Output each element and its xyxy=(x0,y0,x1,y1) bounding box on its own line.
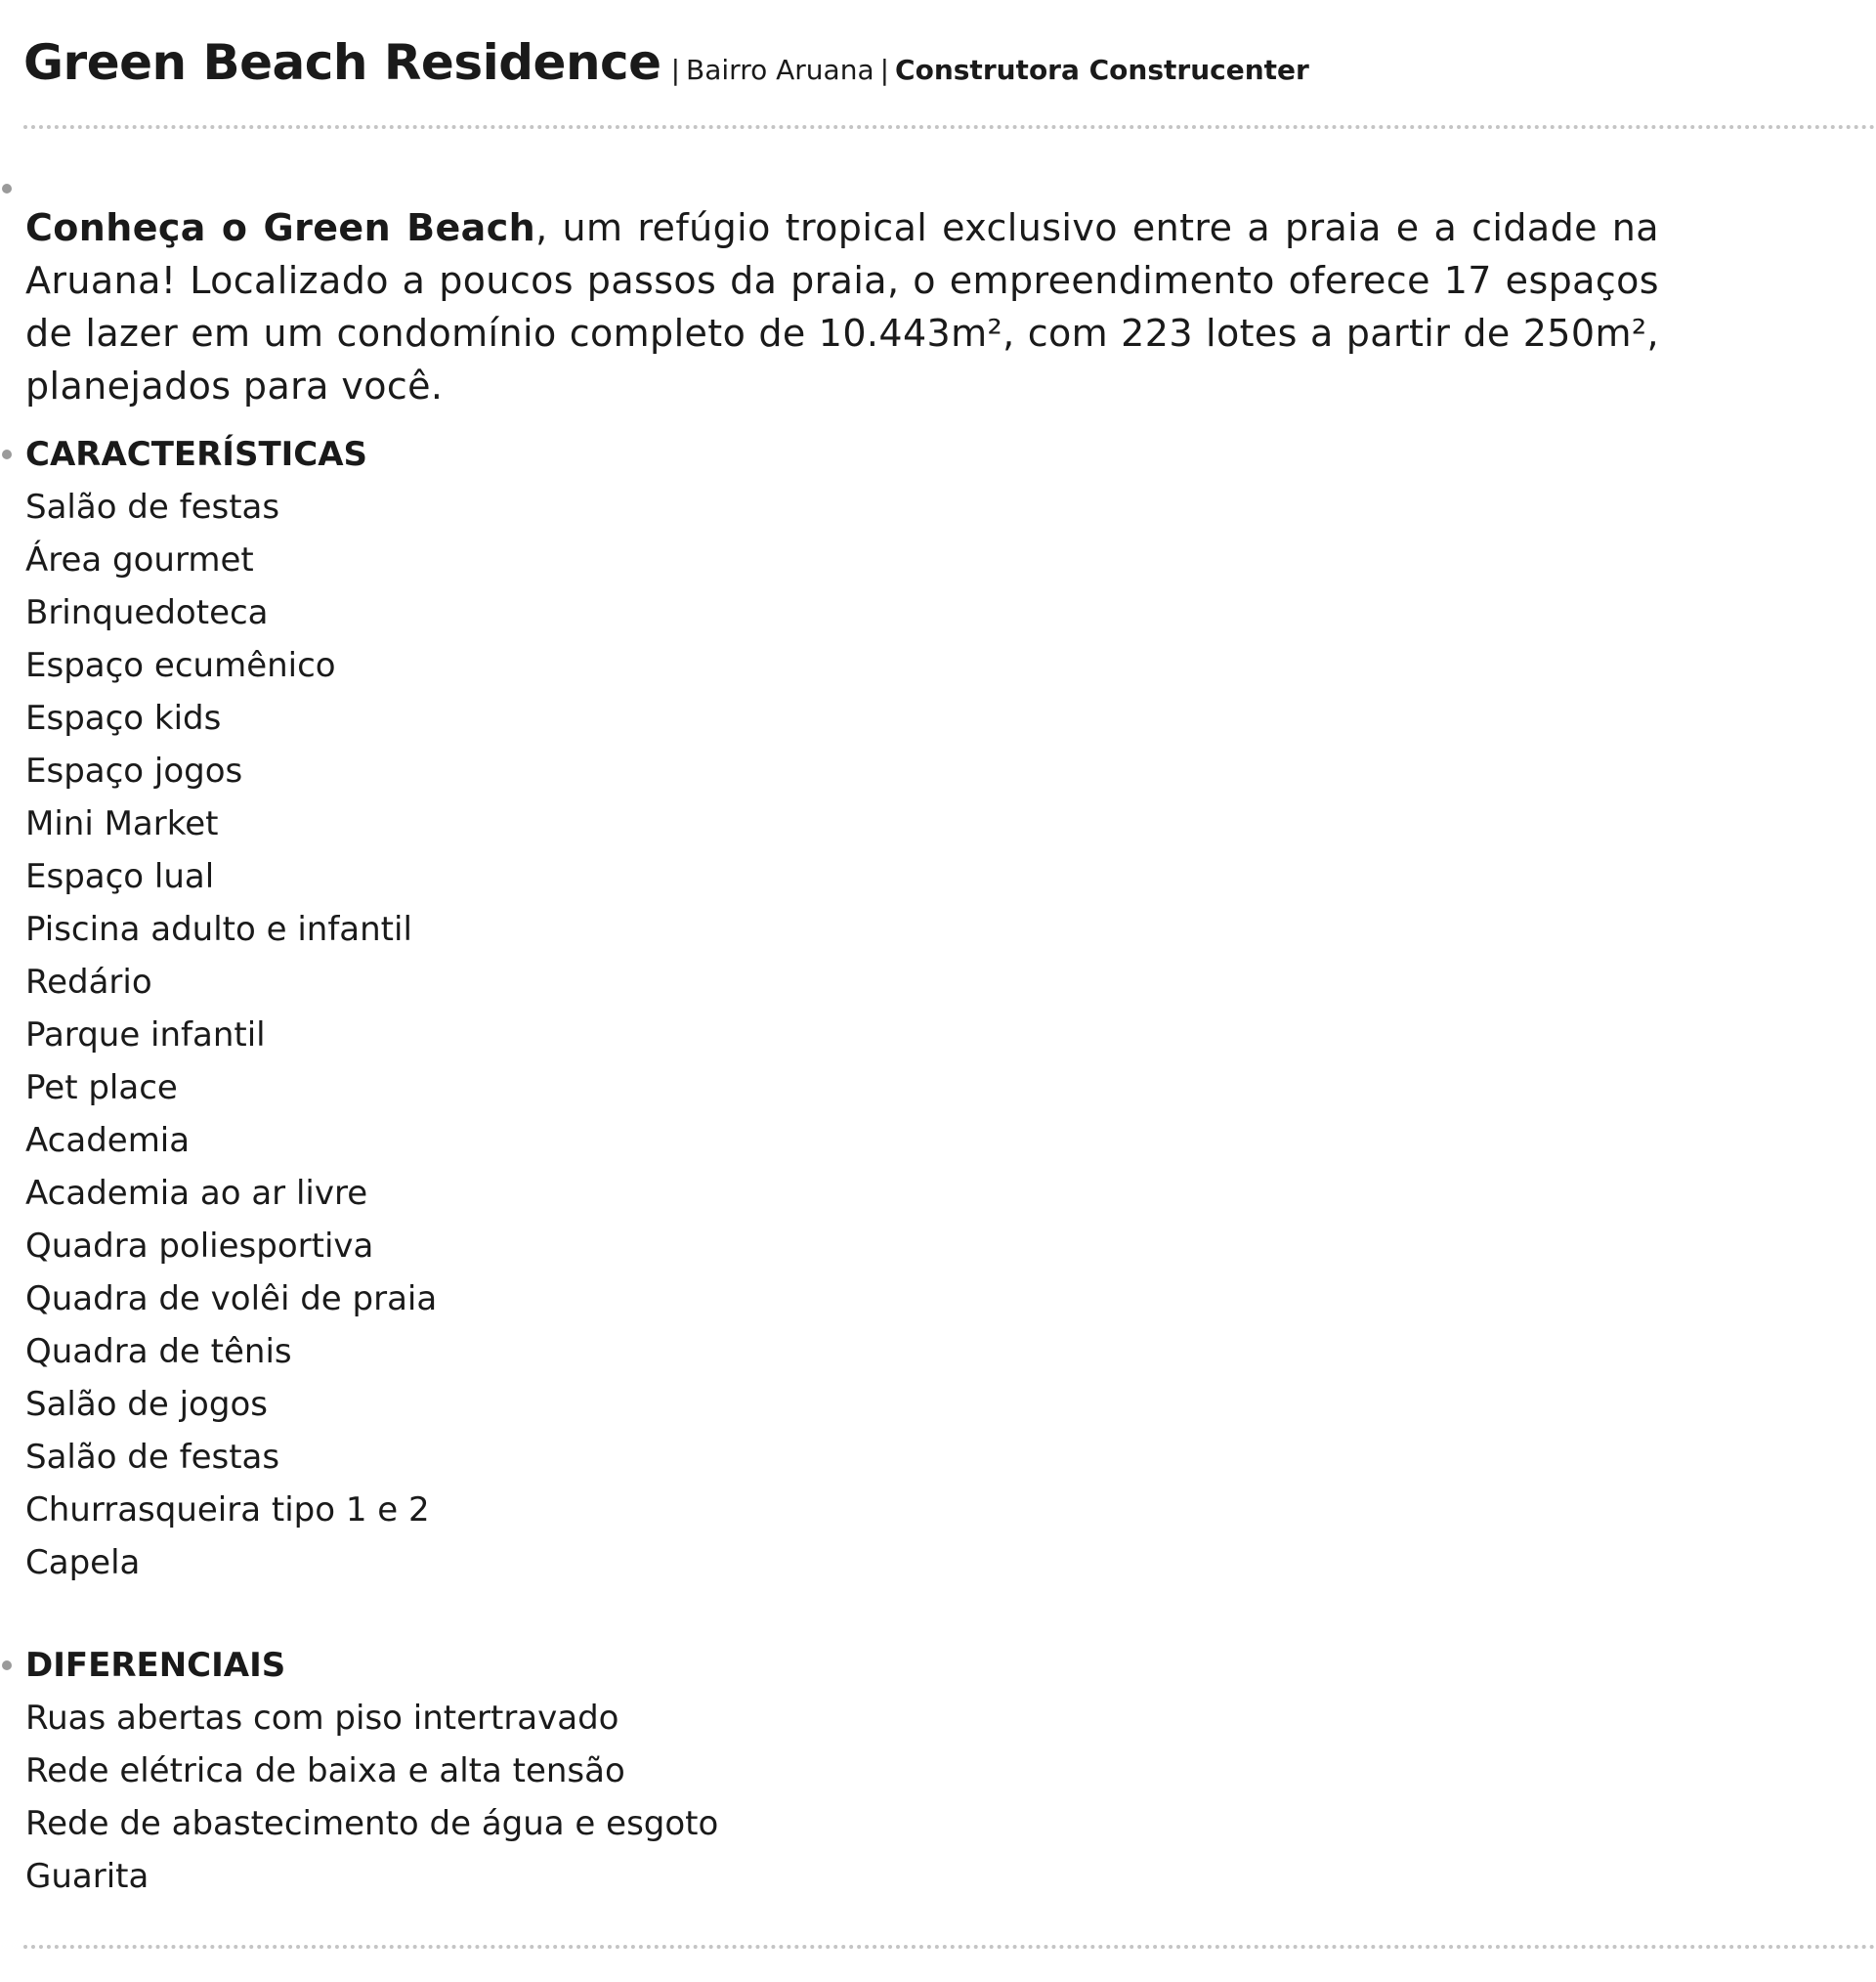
list-item: Guarita xyxy=(25,1857,149,1896)
list-item: Salão de festas xyxy=(25,1438,280,1477)
bullet-icon xyxy=(2,1660,12,1670)
list-item: Área gourmet xyxy=(25,540,254,580)
list-item: Ruas abertas com piso intertravado xyxy=(25,1699,619,1738)
bullet-icon xyxy=(2,450,12,459)
list-item: Espaço lual xyxy=(25,857,215,896)
list-item: Parque infantil xyxy=(25,1015,266,1055)
differentials-title: DIFERENCIAIS xyxy=(25,1646,286,1685)
top-divider xyxy=(23,125,1876,129)
bullet-icon xyxy=(2,184,12,194)
list-item: Redário xyxy=(25,963,152,1002)
list-item: Quadra poliesportiva xyxy=(25,1227,374,1266)
list-item: Rede de abastecimento de água e esgoto xyxy=(25,1804,719,1843)
list-item: Rede elétrica de baixa e alta tensão xyxy=(25,1751,625,1790)
list-item: Brinquedoteca xyxy=(25,593,269,632)
list-item: Quadra de tênis xyxy=(25,1332,292,1371)
list-item: Espaço ecumênico xyxy=(25,646,336,685)
list-item: Churrasqueira tipo 1 e 2 xyxy=(25,1490,430,1530)
page-title: Green Beach Residence xyxy=(23,34,661,91)
features-section xyxy=(25,428,437,1589)
features-list xyxy=(25,481,437,1589)
header-separator: | xyxy=(670,54,681,86)
list-item: Salão de festas xyxy=(25,488,280,527)
list-item: Salão de jogos xyxy=(25,1385,268,1424)
intro-lead: Conheça o Green Beach xyxy=(25,206,536,249)
list-item: Espaço jogos xyxy=(25,752,243,791)
intro-paragraph xyxy=(25,201,1659,412)
list-item: Quadra de volêi de praia xyxy=(25,1279,438,1318)
header-separator: | xyxy=(879,54,890,86)
district-label: Bairro Aruana xyxy=(686,54,874,86)
list-item: Pet place xyxy=(25,1068,178,1107)
list-item: Espaço kids xyxy=(25,699,222,738)
differentials-list xyxy=(25,1692,718,1903)
features-title: CARACTERÍSTICAS xyxy=(25,435,368,474)
list-item: Mini Market xyxy=(25,804,219,843)
differentials-section xyxy=(25,1639,718,1903)
list-item: Academia xyxy=(25,1121,191,1160)
intro-text: , um refúgio tropical exclusivo entre a praia e a cidade na Aruana! Localizado a poucos passos da praia, o empreendimento oferece 17 espaços de lazer em um condomínio completo de 10.443m², com 223 lotes a partir de 250m², planejados para você. xyxy=(25,206,1659,408)
builder-label: Construtora Construcenter xyxy=(895,54,1309,86)
list-item: Capela xyxy=(25,1543,141,1582)
list-item: Piscina adulto e infantil xyxy=(25,910,412,949)
list-item: Academia ao ar livre xyxy=(25,1174,368,1213)
header xyxy=(23,29,1309,108)
bottom-divider xyxy=(23,1945,1876,1949)
